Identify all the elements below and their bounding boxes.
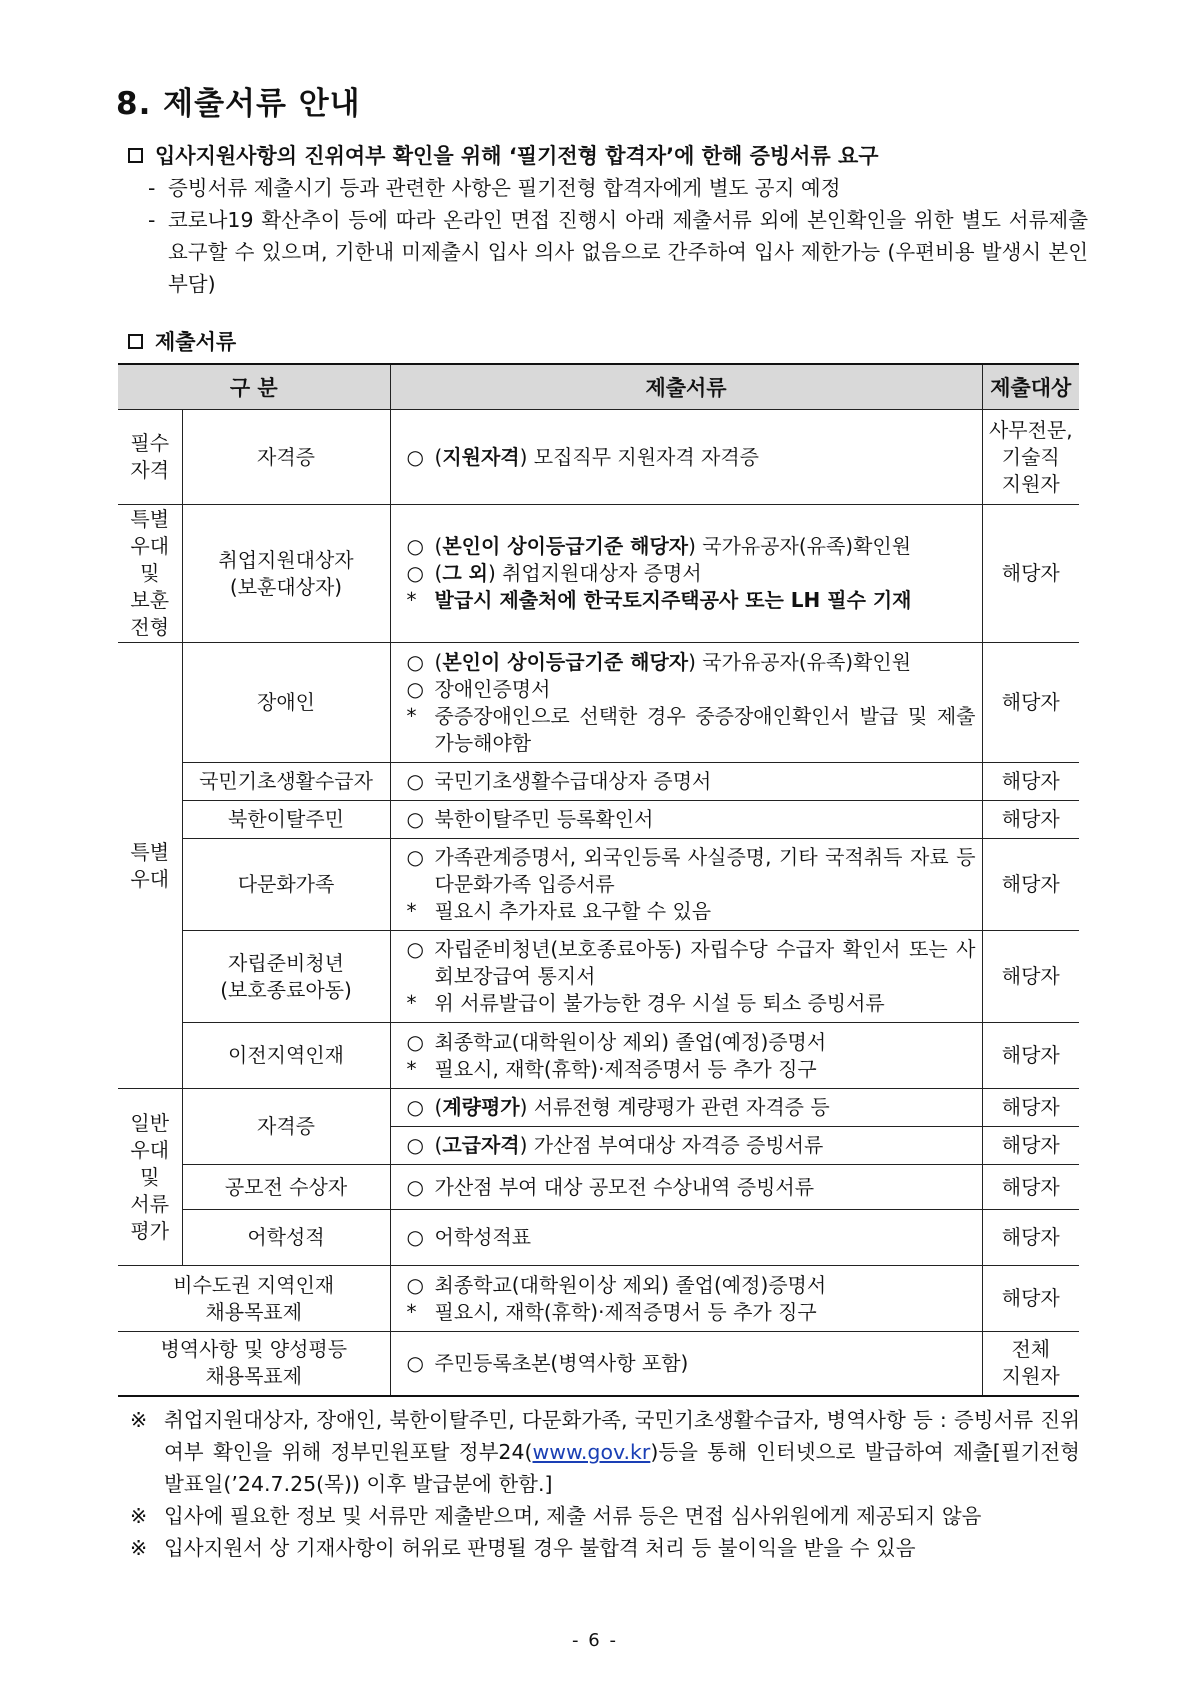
table-row: [118, 1023, 1079, 1089]
table-row: [118, 801, 1079, 839]
documents-cell: ○ 가족관계증명서, 외국인등록 사실증명, 기타 국적취득 자료 등 다문화가족 입증서류 * 필요시 추가자료 요구할 수 있음: [390, 839, 982, 931]
table-row: [118, 931, 1079, 1023]
footnote: ※ 입사에 필요한 정보 및 서류만 제출받으며, 제출 서류 등은 면접 심사위원에게 제공되지 않음: [130, 1504, 982, 1528]
documents-cell: ○ 가산점 부여 대상 공모전 수상내역 증빙서류: [390, 1165, 982, 1210]
table-row: [118, 410, 1079, 505]
table-header-row: [118, 364, 1079, 410]
documents-cell: ○ 최종학교(대학원이상 제외) 졸업(예정)증명서 * 필요시, 재학(휴학)·제적증명서 등 추가 징구: [390, 1266, 982, 1332]
documents-cell: ○ 자립준비청년(보호종료아동) 자립수당 수급자 확인서 또는 사회보장급여 통지서 * 위 서류발급이 불가능한 경우 시설 등 퇴소 증빙서류: [390, 931, 982, 1023]
gov-link[interactable]: www.gov.kr: [532, 1440, 651, 1464]
footnotes: [130, 1404, 1080, 1564]
table-row: [118, 1210, 1079, 1266]
sub-category: 북한이탈주민: [182, 801, 390, 839]
header-target: 제출대상: [982, 364, 1079, 410]
target-cell: 해당자: [982, 1089, 1079, 1127]
target-cell: 해당자: [982, 763, 1079, 801]
table-row: [118, 1266, 1079, 1332]
documents-table: [118, 363, 1079, 1397]
checkbox-icon: [128, 334, 143, 349]
sub-category: 다문화가족: [182, 839, 390, 931]
table-row: [118, 1332, 1079, 1396]
target-cell: 해당자: [982, 801, 1079, 839]
documents-cell: ○ 북한이탈주민 등록확인서: [390, 801, 982, 839]
target-cell: 해당자: [982, 1165, 1079, 1210]
footnote: ※ 취업지원대상자, 장애인, 북한이탈주민, 다문화가족, 국민기초생활수급자, 병역사항 등 : 증빙서류 진위여부 확인을 위해 정부민원포탈 정부24(www.gov.kr)등을 통해 인터넷으로 발급하여 제출[필기전형 발표일(’24.7.25(목)) 이후 발급분에 한함.]: [130, 1408, 1080, 1496]
sub-category: 어학성적: [182, 1210, 390, 1266]
section-title: 8. 제출서류 안내: [116, 86, 361, 122]
target-cell: 해당자: [982, 839, 1079, 931]
sub-category: 자격증: [182, 410, 390, 505]
target-cell: 해당자: [982, 1127, 1079, 1165]
target-cell: 해당자: [982, 931, 1079, 1023]
table-row: [118, 839, 1079, 931]
header-documents: 제출서류: [390, 364, 982, 410]
page-number: - 6 -: [572, 1630, 618, 1651]
documents-cell: ○ (본인이 상이등급기준 해당자) 국가유공자(유족)확인원 ○ (그 외) 취업지원대상자 증명서 * 발급시 제출처에 한국토지주택공사 또는 LH 필수 기재: [390, 505, 982, 643]
group-label: 필수 자격: [118, 410, 182, 505]
table-row: [118, 763, 1079, 801]
documents-cell: ○ 주민등록초본(병역사항 포함): [390, 1332, 982, 1396]
target-cell: 해당자: [982, 1023, 1079, 1089]
sub-category: 국민기초생활수급자: [182, 763, 390, 801]
sub-category: 이전지역인재: [182, 1023, 390, 1089]
table-row: [118, 505, 1079, 643]
sub-category: 병역사항 및 양성평등 채용목표제: [118, 1332, 390, 1396]
group-label: 특별 우대: [118, 643, 182, 1089]
target-cell: 사무전문, 기술직 지원자: [982, 410, 1079, 505]
documents-cell: ○ (지원자격) 모집직무 지원자격 자격증: [390, 410, 982, 505]
documents-cell: ○ 국민기초생활수급대상자 증명서: [390, 763, 982, 801]
documents-cell: ○ (고급자격) 가산점 부여대상 자격증 증빙서류: [390, 1127, 982, 1165]
checkbox-icon: [128, 148, 143, 163]
target-cell: 해당자: [982, 1210, 1079, 1266]
target-cell: 해당자: [982, 1266, 1079, 1332]
group-label: 일반 우대 및 서류 평가: [118, 1089, 182, 1266]
docs-heading: [128, 326, 236, 356]
table-row: [118, 1089, 1079, 1127]
intro-note: - 코로나19 확산추이 등에 따라 온라인 면접 진행시 아래 제출서류 외에 본인확인을 위한 별도 서류제출 요구할 수 있으며, 기한내 미제출시 입사 의사 없음으로 간주하여 입사 제한가능 (우편비용 발생시 본인 부담): [148, 208, 1088, 296]
target-cell: 해당자: [982, 505, 1079, 643]
sub-category: 장애인: [182, 643, 390, 763]
documents-cell: ○ 최종학교(대학원이상 제외) 졸업(예정)증명서 * 필요시, 재학(휴학)·제적증명서 등 추가 징구: [390, 1023, 982, 1089]
sub-category: 비수도권 지역인재 채용목표제: [118, 1266, 390, 1332]
target-cell: 해당자: [982, 643, 1079, 763]
table-row: [118, 1165, 1079, 1210]
group-label: 특별 우대 및 보훈 전형: [118, 505, 182, 643]
header-category: 구 분: [118, 364, 390, 410]
intro-notes: [148, 172, 1088, 300]
footnote: ※ 입사지원서 상 기재사항이 허위로 판명될 경우 불합격 처리 등 불이익을 받을 수 있음: [130, 1536, 916, 1560]
intro-heading-text: 입사지원사항의 진위여부 확인을 위해 ‘필기전형 합격자’에 한해 증빙서류 요구: [155, 144, 879, 168]
docs-heading-text: 제출서류: [155, 330, 237, 354]
sub-category: 자립준비청년 (보호종료아동): [182, 931, 390, 1023]
documents-cell: ○ (본인이 상이등급기준 해당자) 국가유공자(유족)확인원 ○ 장애인증명서 * 중증장애인으로 선택한 경우 중증장애인확인서 발급 및 제출 가능해야함: [390, 643, 982, 763]
intro-note: - 증빙서류 제출시기 등과 관련한 사항은 필기전형 합격자에게 별도 공지 예정: [148, 176, 841, 200]
documents-cell: ○ 어학성적표: [390, 1210, 982, 1266]
documents-cell: ○ (계량평가) 서류전형 계량평가 관련 자격증 등: [390, 1089, 982, 1127]
sub-category: 자격증: [182, 1089, 390, 1165]
target-cell: 전체 지원자: [982, 1332, 1079, 1396]
sub-category: 취업지원대상자 (보훈대상자): [182, 505, 390, 643]
sub-category: 공모전 수상자: [182, 1165, 390, 1210]
intro-heading: [128, 140, 879, 170]
table-row: [118, 643, 1079, 763]
